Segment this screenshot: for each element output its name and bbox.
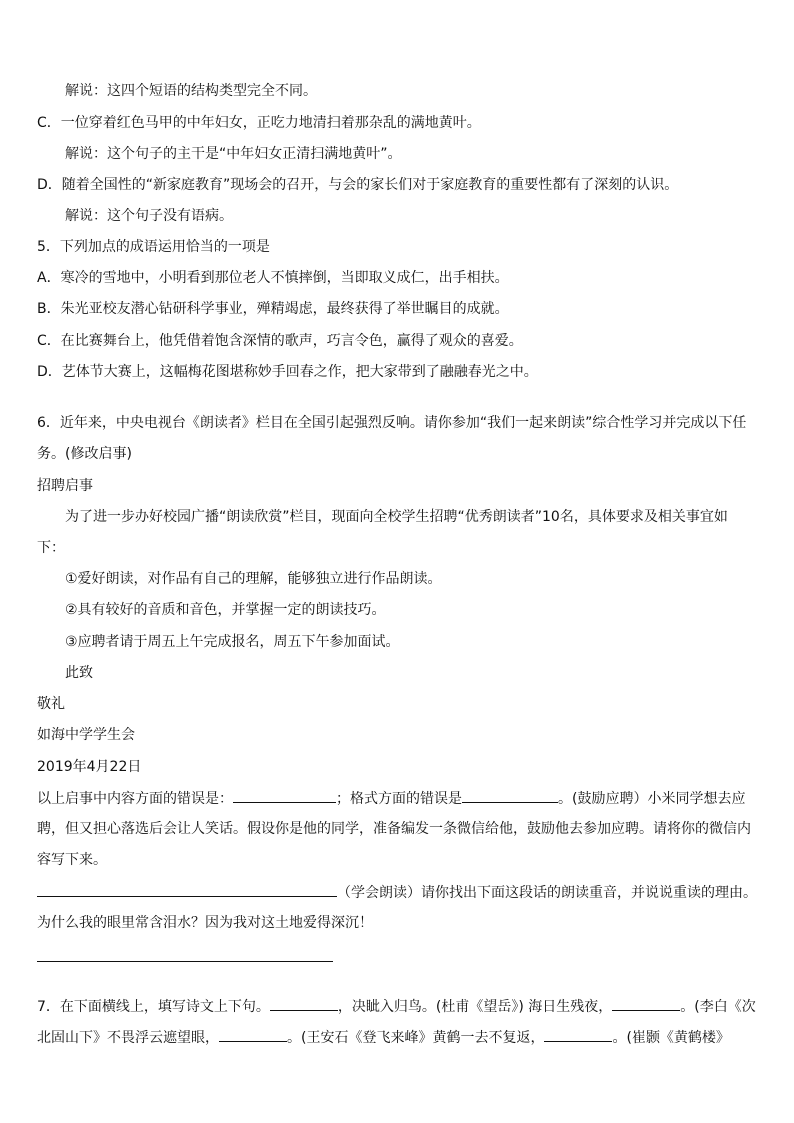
answer-blank-q7-1[interactable]: [270, 996, 338, 1011]
notice-date: 2019年4月22日: [37, 759, 142, 775]
answer-line-stress-reason[interactable]: [37, 961, 333, 962]
q5-option-a: A．寒冷的雪地中，小明看到那位老人不慎摔倒，当即取义成仁，出手相扶。: [37, 270, 509, 286]
notice-closing-1: 此致: [65, 665, 93, 681]
q4-c-explanation: 解说：这个句子的主干是“中年妇女正清扫满地黄叶”。: [65, 146, 402, 162]
reading-quote: 为什么我的眼里常含泪水？因为我对这土地爱得深沉！: [37, 915, 373, 931]
q5-option-b: B．朱光亚校友潜心钻研科学事业，殚精竭虑，最终获得了举世瞩目的成就。: [37, 301, 509, 317]
q7-line2-suffix: 。(崔颢《黄鹤楼》: [612, 1030, 730, 1046]
q6-task-line4: [37, 882, 757, 903]
q7-line2-middle: 。(王安石《登飞来峰》黄鹤一去不复返，: [287, 1030, 545, 1046]
notice-requirement-3: ③应聘者请于周五上午完成报名，周五下午参加面试。: [65, 634, 400, 650]
answer-blank-format-error[interactable]: [462, 788, 558, 803]
q5-stem: 5．下列加点的成语运用恰当的一项是: [37, 239, 270, 255]
q7-line2-prefix: 北固山下》不畏浮云遮望眼，: [37, 1030, 219, 1046]
answer-blank-q7-3[interactable]: [219, 1027, 287, 1042]
q4-option-d: D．随着全国性的“新家庭教育”现场会的召开，与会的家长们对于家庭教育的重要性都有了深刻的认识。: [37, 177, 679, 193]
answer-blank-q7-4[interactable]: [544, 1027, 612, 1042]
q6-task-line1: [37, 788, 745, 809]
q7-line2: [37, 1027, 730, 1048]
q5-option-d: D．艺体节大赛上，这幅梅花图堪称妙手回春之作，把大家带到了融融春光之中。: [37, 364, 538, 380]
notice-signature: 如海中学学生会: [37, 727, 135, 743]
q7-line1-middle: ，决眦入归鸟。(杜甫《望岳》) 海日生残夜，: [337, 999, 613, 1015]
q6-task-line2: 聘，但又担心落选后会让人笑话。假设你是他的同学，准备编发一条微信给他，鼓励他去参加应聘。请将你的微信内: [37, 821, 751, 837]
q6-stem-line2: 务。(修改启事): [37, 446, 132, 462]
task-a-prefix: 以上启事中内容方面的错误是：: [37, 791, 233, 807]
q6-stem-line1: 6．近年来，中央电视台《朗读者》栏目在全国引起强烈反响。请你参加“我们一起来朗读”综合性学习并完成以下任: [37, 415, 747, 431]
notice-body-line2: 下：: [37, 540, 65, 556]
task-a-middle: ；格式方面的错误是: [336, 791, 462, 807]
q4-d-explanation: 解说：这个句子没有语病。: [65, 208, 233, 224]
q7-line1-suffix: 。(李白《次: [680, 999, 756, 1015]
q7-prefix: 7．在下面横线上，填写诗文上下句。: [37, 999, 270, 1015]
notice-title: 招聘启事: [37, 478, 93, 494]
answer-blank-q7-2[interactable]: [612, 996, 680, 1011]
q5-option-c: C．在比赛舞台上，他凭借着饱含深情的歌声，巧言令色，赢得了观众的喜爱。: [37, 333, 523, 349]
answer-blank-content-error[interactable]: [233, 788, 336, 803]
q4-b-explanation: 解说：这四个短语的结构类型完全不同。: [65, 83, 317, 99]
task-c-text: （学会朗读）请你找出下面这段话的朗读重音，并说说重读的理由。: [337, 885, 757, 901]
q6-task-line3: 容写下来。: [37, 852, 107, 868]
notice-body-line1: 为了进一步办好校园广播“朗读欣赏”栏目，现面向全校学生招聘“优秀朗读者”10名，具体要求及相关事宜如: [65, 509, 728, 525]
task-a-suffix: 。(鼓励应聘）小米同学想去应: [558, 791, 746, 807]
q4-option-c: C．一位穿着红色马甲的中年妇女，正吃力地清扫着那杂乱的满地黄叶。: [37, 115, 481, 131]
q7-line1: [37, 996, 756, 1017]
notice-requirement-2: ②具有较好的音质和音色，并掌握一定的朗读技巧。: [65, 602, 386, 618]
notice-closing-2: 敬礼: [37, 696, 65, 712]
answer-blank-wechat-message[interactable]: [37, 882, 337, 897]
notice-requirement-1: ①爱好朗读，对作品有自己的理解，能够独立进行作品朗读。: [65, 571, 442, 587]
